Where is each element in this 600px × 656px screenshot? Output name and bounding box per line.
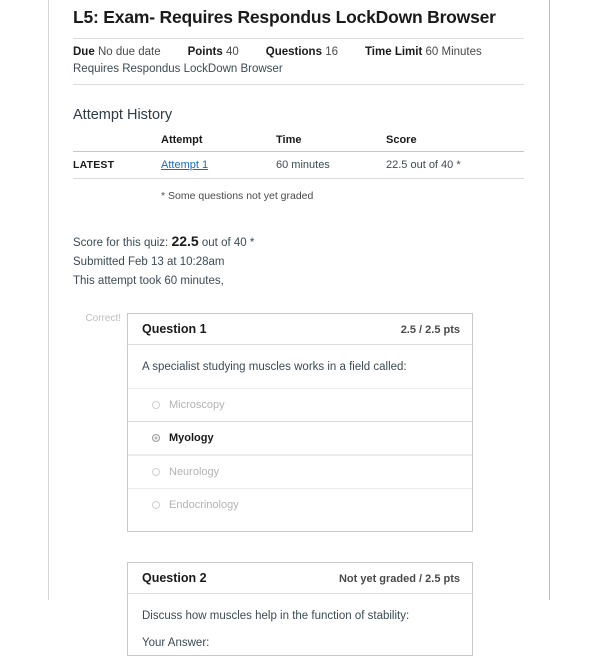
question-1-points: 2.5 / 2.5 pts: [400, 324, 460, 337]
question-1-status-flag: Correct!: [85, 313, 121, 325]
cell-time: 60 minutes: [276, 152, 386, 179]
score-value: 22.5: [171, 233, 199, 249]
meta-due-label: Due: [73, 46, 95, 58]
question-2-header: [127, 562, 473, 593]
question-1-answers: [128, 388, 472, 531]
meta-time-limit-value: 60 Minutes: [425, 46, 482, 58]
score-suffix: out of 40 *: [201, 237, 255, 249]
meta-questions: [266, 46, 338, 58]
answer-option-myology[interactable]: [128, 421, 472, 455]
meta-questions-value: 16: [325, 46, 338, 58]
attempt-duration: This attempt took 60 minutes,: [73, 275, 224, 288]
answer-option-endocrinology[interactable]: [128, 488, 472, 521]
attempt-1-link[interactable]: Attempt 1: [161, 159, 209, 171]
submitted-timestamp: Submitted Feb 13 at 10:28am: [73, 256, 225, 269]
question-1-header: [127, 313, 473, 344]
radio-button-selected-icon[interactable]: [152, 434, 160, 442]
answer-label: Neurology: [169, 466, 220, 479]
latest-badge: LATEST: [73, 159, 115, 171]
attempt-history-heading: Attempt History: [73, 107, 173, 123]
question-2-text: Discuss how muscles help in the function of stability:: [142, 610, 410, 623]
radio-button-icon[interactable]: [152, 501, 160, 509]
column-header-attempt: Attempt: [161, 134, 276, 152]
score-summary: [73, 202, 524, 291]
page-content: [49, 0, 549, 650]
table-header-row: [73, 134, 524, 152]
question-block-1: [85, 313, 473, 532]
question-1-body: [127, 344, 473, 532]
cell-kept: [73, 152, 161, 179]
question-2-name: Question 2: [142, 571, 207, 586]
question-1-name: Question 1: [142, 322, 207, 337]
answer-option-neurology[interactable]: [128, 455, 472, 488]
answer-label: Endocrinology: [169, 499, 239, 512]
meta-questions-label: Questions: [265, 46, 322, 58]
page-title: L5: Exam- Requires Respondus LockDown Browser: [73, 7, 496, 27]
column-header-score: Score: [386, 134, 524, 152]
question-2-body: [127, 593, 473, 656]
question-block-2: [127, 562, 473, 656]
questions-list: [73, 291, 524, 656]
table-row: [73, 152, 524, 179]
meta-due-value: No due date: [97, 46, 161, 58]
cell-attempt: [161, 152, 276, 179]
attempt-history-table: [73, 134, 524, 179]
score-prefix: Score for this quiz:: [73, 237, 169, 249]
cell-score: 22.5 out of 40 *: [386, 152, 524, 179]
meta-points-value: 40: [225, 46, 239, 58]
quiz-meta-row: [73, 39, 524, 58]
answer-label: Microscopy: [169, 399, 225, 412]
score-line: [73, 230, 524, 253]
answer-option-microscopy[interactable]: [128, 388, 472, 421]
meta-points-label: Points: [187, 46, 223, 58]
meta-time-limit-label: Time Limit: [364, 46, 423, 58]
question-2-points: Not yet graded / 2.5 pts: [338, 573, 460, 586]
question-2-your-answer-label: Your Answer:: [142, 637, 210, 650]
radio-button-icon[interactable]: [152, 401, 160, 409]
column-header-kept: [73, 134, 161, 152]
page-right-edge: [549, 0, 550, 600]
meta-time-limit: [365, 46, 482, 58]
meta-due: [73, 46, 161, 58]
question-1-text: A specialist studying muscles works in a field called:: [142, 361, 407, 374]
column-header-time: Time: [276, 134, 386, 152]
ungraded-footnote: * Some questions not yet graded: [161, 190, 314, 202]
meta-points: [188, 46, 239, 58]
radio-button-icon[interactable]: [152, 468, 160, 476]
answer-label: Myology: [169, 432, 214, 445]
lockdown-browser-requirement: Requires Respondus LockDown Browser: [73, 63, 283, 75]
